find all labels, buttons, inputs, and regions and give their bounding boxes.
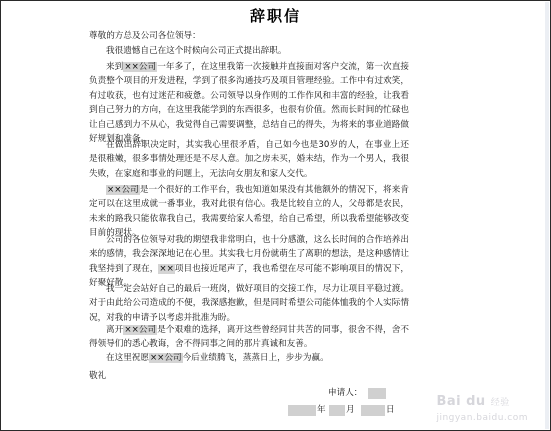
document-title: 辞职信: [249, 7, 301, 25]
paragraph-1: 我很遗憾自己在这个时候向公司正式提出辞职。: [106, 46, 287, 56]
paragraph-7-lead: 离开: [106, 325, 124, 335]
company-name: ××公司: [149, 353, 182, 363]
paragraph-2: [89, 60, 409, 146]
day-label: 日: [386, 405, 395, 415]
watermark-sub: 经验: [490, 398, 510, 408]
year-redacted: [288, 405, 316, 416]
closing: 敬礼: [89, 371, 107, 381]
company-name: ××公司: [107, 185, 139, 195]
paragraph-5-body: 项目也接近尾声了，我也希望在尽可能不影响项目的情况下，好聚好散。: [89, 263, 409, 289]
year-label: 年: [317, 405, 326, 415]
paragraph-2-body: 一年多了，在这里我第一次接触并直接面对客户交流，第一次直接负责整个项目的开发进程，学到了很多沟通技巧及项目管理经验。工作中有过欢笑，有过收获，也有过迷茫和疲惫。公司领导以身作则的工作作风和丰富的经验，让我看到自己努力的方向，在这里我能学到的东西很多，也很有价值。然而长时间的忙碌也让自己感到力不从心，我觉得自己需要调整，总结自己的得失，为将来的事业道路做好规划和准备。: [89, 62, 409, 145]
paragraph-8: [89, 351, 409, 365]
paragraph-8-body: 今后业绩腾飞，蒸蒸日上，步步为赢。: [182, 353, 329, 363]
scrollbar[interactable]: [545, 2, 549, 429]
paragraph-4: [89, 183, 409, 241]
day-redacted: [361, 405, 385, 416]
project-name: ××: [159, 263, 174, 274]
paragraph-5-lead: 公司的各位领导对我的期望我非常明白，也十分感激，这么长时间的合作培养出来的感情，我会深深地记在心里。其实我七月份就萌生了离职的想法，是这种感情让我坚持到了现在，: [89, 235, 409, 274]
paragraph-7-body: 是个艰难的选择，离开这些曾经同甘共苦的同事，很舍不得，舍不得领导们的悉心教诲，舍不得同事之间的那片真诚和友善。: [89, 325, 409, 350]
watermark-url: jingyan.baidu.com: [436, 413, 528, 423]
salutation: 尊敬的方总及公司各位领导：: [89, 31, 201, 41]
applicant-name-redacted: [368, 388, 386, 399]
paragraph-6: 我一定会站好自己的最后一班岗，做好项目的交接工作，尽力让项目平稳过渡。对于由此给公司造成的不便，我深感抱歉，但是同时希望公司能体恤我的个人实际情况，对我的申请予以考虑并批准为盼。: [89, 284, 409, 323]
company-name: ××公司: [124, 325, 157, 335]
watermark-brand: Bai du: [436, 394, 486, 409]
paragraph-3: 在做出辞职决定时，其实我心里很矛盾，自己如今也是30岁的人，在事业上还是很稚嫩，很多事情处理还是不尽人意。加之房未买，婚未结，作为一个男人，我很失败，在家庭和事业的问题上，无法向女朋友和家人交代。: [89, 140, 409, 179]
paragraph-7: [89, 323, 409, 352]
baidu-watermark: [436, 394, 528, 424]
paragraph-2-lead: 来到: [106, 62, 124, 72]
applicant-label: 申请人：: [328, 388, 363, 398]
paragraph-4-body: 是一个很好的工作平台，我也知道如果没有其他额外的情况下，将来肯定可以在这里成就一番事业，我对此很有信心。我是比较自立的人，父母都是农民，未来的路我只能依靠我自己，我需要给家人希望，给自己希望，所以我希望能够改变目前的现状。: [89, 185, 409, 239]
month-redacted: [329, 405, 345, 416]
month-label: 月: [346, 405, 355, 415]
company-name: ××公司: [124, 62, 157, 72]
paragraph-8-lead: 在这里祝愿: [106, 353, 149, 363]
